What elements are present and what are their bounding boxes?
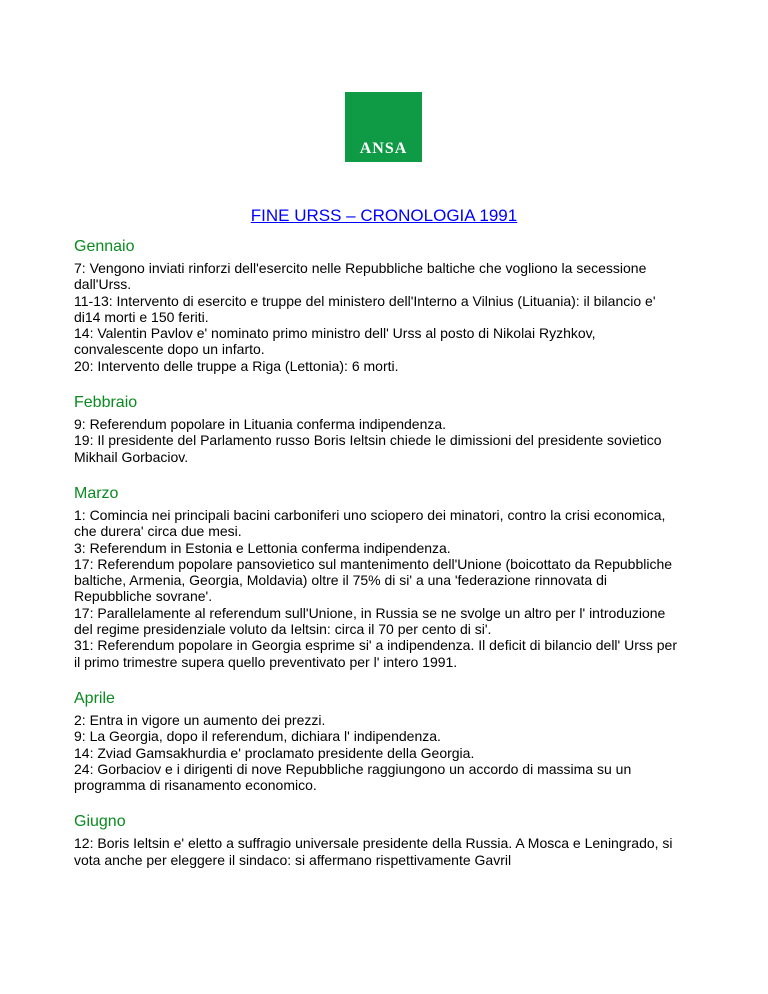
- chronology-entry: 3: Referendum in Estonia e Lettonia conferma indipendenza.: [74, 539, 451, 556]
- section-febbraio: [74, 392, 684, 465]
- chronology-entry: 19: Il presidente del Parlamento russo Boris Ieltsin chiede le dimissioni del presidente sovietico Mikhail Gorbaciov.: [74, 432, 662, 465]
- chronology-entry: 1: Comincia nei principali bacini carboniferi uno sciopero dei minatori, contro la crisi economica, che durera' circa due mesi.: [74, 506, 666, 540]
- section-heading: Giugno: [74, 813, 126, 831]
- chronology-entry: 20: Intervento delle truppe a Riga (Lettonia): 6 morti.: [74, 357, 399, 374]
- section-gennaio: [74, 236, 684, 374]
- section-entries: [74, 507, 684, 670]
- chronology-content: [74, 236, 684, 868]
- document-title[interactable]: FINE URSS – CRONOLOGIA 1991: [250, 206, 518, 225]
- section-entries: [74, 835, 684, 868]
- section-entries: [74, 260, 684, 374]
- chronology-entry: 17: Referendum popolare pansovietico sul mantenimento dell'Unione (boicottato da Repubbliche baltiche, Armenia, Georgia, Moldavia) oltre il 75% di si' a una 'federazione rinnovata di Repubbliche sovrane'.: [74, 555, 673, 605]
- chronology-entry: 17: Parallelamente al referendum sull'Unione, in Russia se ne svolge un altro per l' introduzione del regime presidenziale voluto da Ieltsin: circa il 70 per cento di si'.: [74, 604, 666, 638]
- section-giugno: [74, 811, 684, 868]
- section-marzo: [74, 483, 684, 670]
- chronology-entry: 31: Referendum popolare in Georgia esprime si' a indipendenza. Il deficit di bilancio dell' Urss per il primo trimestre supera quello preventivato per l' intero 1991.: [74, 637, 678, 670]
- chronology-entry: 24: Gorbaciov e i dirigenti di nove Repubbliche raggiungono un accordo di massima su un programma di risanamento economico.: [74, 760, 632, 794]
- section-entries: [74, 712, 684, 793]
- section-aprile: [74, 688, 684, 793]
- chronology-entry: 7: Vengono inviati rinforzi dell'esercito nelle Repubbliche baltiche che vogliono la secessione dall'Urss.: [74, 260, 647, 293]
- section-heading: Marzo: [74, 484, 119, 502]
- section-heading: Aprile: [74, 689, 115, 707]
- chronology-entry: 2: Entra in vigore un aumento dei prezzi.: [74, 711, 326, 728]
- ansa-logo-text: ANSA: [359, 140, 408, 157]
- chronology-entry: 9: La Georgia, dopo il referendum, dichiara l' indipendenza.: [74, 728, 441, 745]
- chronology-entry: 12: Boris Ieltsin e' eletto a suffragio universale presidente della Russia. A Mosca e Leningrado, si vota anche per eleggere il sindaco: si affermano rispettivamente Gavril: [74, 835, 673, 868]
- chronology-entry: 14: Zviad Gamsakhurdia e' proclamato presidente della Georgia.: [74, 744, 475, 761]
- section-heading: Gennaio: [74, 238, 135, 255]
- chronology-entry: 11-13: Intervento di esercito e truppe del ministero dell'Interno a Vilnius (Lituania): il bilancio e' di14 morti e 150 feriti.: [74, 292, 656, 325]
- chronology-entry: 14: Valentin Pavlov e' nominato primo ministro dell' Urss al posto di Nikolai Ryzhkov, convalescente dopo un infarto.: [74, 325, 596, 358]
- section-entries: [74, 416, 684, 465]
- ansa-logo: [345, 92, 422, 162]
- chronology-entry: 9: Referendum popolare in Lituania conferma indipendenza.: [74, 416, 447, 433]
- section-heading: Febbraio: [74, 394, 138, 412]
